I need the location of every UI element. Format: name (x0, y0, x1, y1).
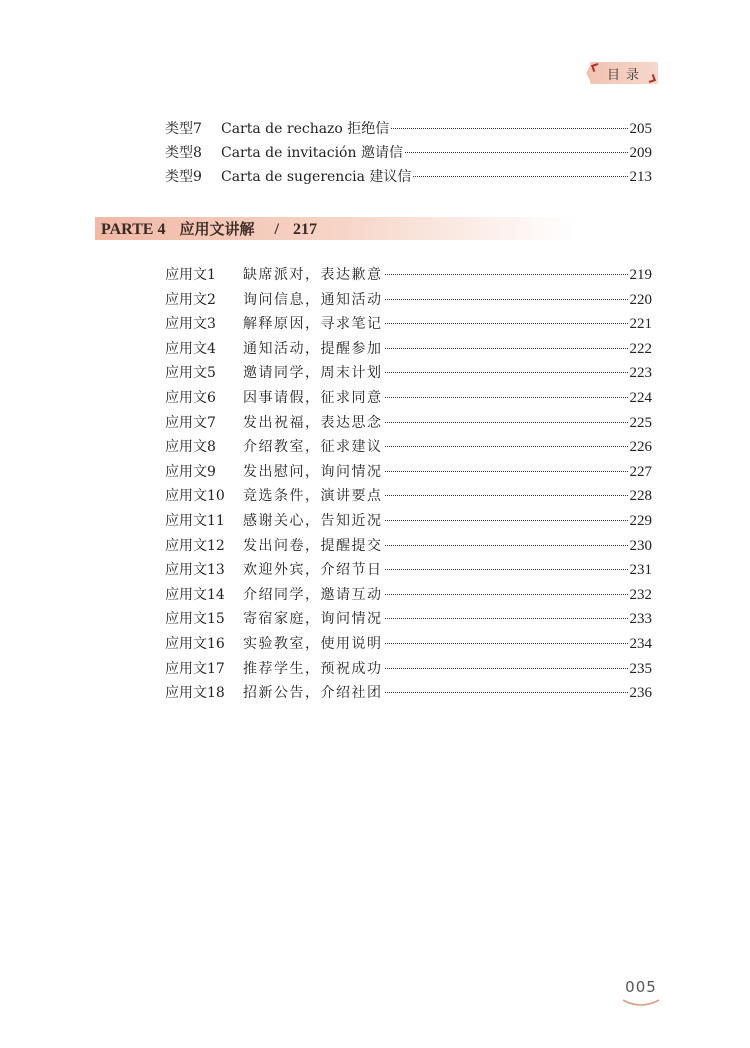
dot-leader (385, 396, 628, 398)
entry-page: 236 (629, 685, 652, 702)
entry-title: 感谢关心，告知近况 (243, 513, 383, 529)
corner-mark-icon (647, 74, 656, 83)
dot-leader (385, 298, 628, 300)
page-swoosh-icon (622, 998, 660, 1008)
section-header-tab (590, 62, 658, 84)
entry-number: 应用文2 (165, 291, 216, 308)
entry-number: 应用文6 (165, 390, 216, 406)
dot-leader (385, 445, 628, 447)
dot-leader (385, 519, 628, 521)
entry-title: 邀请同学，周末计划 (243, 365, 383, 382)
dot-leader (385, 322, 628, 324)
entry-title: 询问信息，通知活动 (243, 291, 383, 308)
entry-number: 类型8 (165, 145, 202, 161)
entry-title: 发出祝福，表达思念 (243, 414, 383, 431)
dot-leader (413, 175, 627, 177)
entry-page: 221 (629, 316, 652, 333)
entry-number: 应用文17 (165, 660, 225, 677)
entry-page: 232 (629, 586, 652, 603)
part-heading (95, 218, 317, 239)
toc-entry[interactable] (165, 460, 652, 484)
entry-number: 应用文18 (165, 685, 225, 702)
dot-leader (391, 127, 627, 129)
toc-entry[interactable] (165, 558, 652, 582)
entry-page: 231 (629, 562, 652, 579)
entry-page: 223 (629, 365, 652, 382)
dot-leader (385, 273, 628, 275)
toc-entry[interactable] (165, 657, 652, 681)
dot-leader (385, 347, 628, 349)
entry-title: 欢迎外宾，介绍节日 (243, 562, 383, 579)
entry-page: 228 (629, 488, 652, 505)
entry-page: 229 (629, 513, 652, 529)
entry-number: 应用文10 (165, 488, 225, 505)
dot-leader (385, 544, 628, 546)
toc-entry[interactable] (165, 435, 652, 459)
entry-title: 缺席派对，表达歉意 (243, 267, 383, 283)
toc-entry[interactable] (165, 386, 652, 410)
entry-title: 招新公告，介绍社团 (243, 685, 383, 702)
toc-entry[interactable] (165, 681, 652, 705)
toc-entry[interactable] (165, 632, 652, 656)
dot-leader (385, 494, 628, 496)
entry-page: 230 (629, 537, 652, 554)
toc-entry[interactable] (165, 361, 652, 385)
toc-entry[interactable] (165, 509, 652, 533)
entry-page: 233 (629, 611, 652, 628)
dot-leader (405, 151, 628, 153)
entry-title: 实验教室，使用说明 (243, 636, 383, 652)
dot-leader (385, 371, 628, 373)
dot-leader (385, 470, 628, 472)
toc-entry[interactable] (165, 607, 652, 631)
entry-title: 寄宿家庭，询问情况 (243, 611, 383, 628)
entry-title: 发出慰问，询问情况 (243, 463, 383, 480)
entry-page: 227 (629, 463, 652, 480)
entry-title: 推荐学生，预祝成功 (243, 660, 383, 677)
toc-entry[interactable] (165, 288, 652, 312)
entry-title: 竞选条件，演讲要点 (243, 488, 383, 505)
page-number: 005 (625, 978, 657, 996)
part-title: 应用文讲解 (179, 220, 255, 238)
dot-leader (385, 691, 628, 693)
entry-title: 因事请假，征求同意 (243, 390, 383, 406)
entry-number: 应用文4 (165, 340, 216, 357)
dot-leader (385, 617, 628, 619)
entry-title: Carta de sugerencia 建议信 (221, 169, 412, 185)
entry-page: 224 (629, 390, 652, 406)
entry-page: 226 (629, 439, 652, 456)
toc-entry[interactable] (165, 263, 652, 287)
part-label: PARTE 4 (101, 221, 166, 238)
entry-number: 应用文7 (165, 414, 216, 431)
dot-leader (385, 593, 628, 595)
entry-number: 应用文8 (165, 439, 216, 456)
entry-number: 应用文14 (165, 586, 225, 603)
dot-leader (385, 642, 628, 644)
entry-page: 220 (629, 291, 652, 308)
dot-leader (385, 568, 628, 570)
toc-entry[interactable] (165, 337, 652, 361)
entry-page: 234 (629, 636, 652, 652)
part-page: 217 (292, 221, 317, 238)
entry-number: 应用文16 (165, 636, 225, 652)
entry-title: Carta de invitación 邀请信 (221, 145, 403, 161)
entry-number: 应用文5 (165, 365, 216, 382)
dot-leader (385, 421, 628, 423)
toc-entry[interactable] (165, 117, 652, 141)
toc-entry[interactable] (165, 583, 652, 607)
toc-entry[interactable] (165, 411, 652, 435)
entry-title: 解释原因，寻求笔记 (243, 316, 383, 333)
entry-page: 225 (629, 414, 652, 431)
entry-page: 219 (629, 267, 652, 283)
section-title: 目录 (606, 67, 645, 83)
part-banner (95, 217, 575, 240)
entry-number: 应用文12 (165, 537, 225, 554)
corner-mark-icon (591, 63, 600, 72)
toc-entry[interactable] (165, 141, 652, 165)
entry-number: 应用文11 (165, 513, 225, 529)
toc-entry[interactable] (165, 534, 652, 558)
toc-entry[interactable] (165, 165, 652, 189)
entry-title: 发出问卷，提醒提交 (243, 537, 383, 554)
entry-number: 应用文15 (165, 611, 225, 628)
entry-number: 应用文13 (165, 562, 225, 579)
entry-page: 205 (629, 121, 652, 137)
entry-number: 类型7 (165, 121, 202, 137)
part-separator: / (274, 221, 279, 238)
dot-leader (385, 667, 628, 669)
toc-entry[interactable] (165, 484, 652, 508)
entry-title: 通知活动，提醒参加 (243, 340, 383, 357)
entry-number: 应用文3 (165, 316, 216, 333)
entry-title: Carta de rechazo 拒绝信 (221, 121, 390, 137)
entry-page: 209 (629, 145, 652, 161)
entry-page: 213 (629, 169, 652, 185)
entry-number: 类型9 (165, 169, 202, 185)
entry-number: 应用文9 (165, 463, 216, 480)
entry-number: 应用文1 (165, 267, 216, 283)
entry-title: 介绍教室，征求建议 (243, 439, 383, 456)
entry-page: 222 (629, 340, 652, 357)
entry-page: 235 (629, 660, 652, 677)
entry-title: 介绍同学，邀请互动 (243, 586, 383, 603)
toc-entry[interactable] (165, 312, 652, 336)
